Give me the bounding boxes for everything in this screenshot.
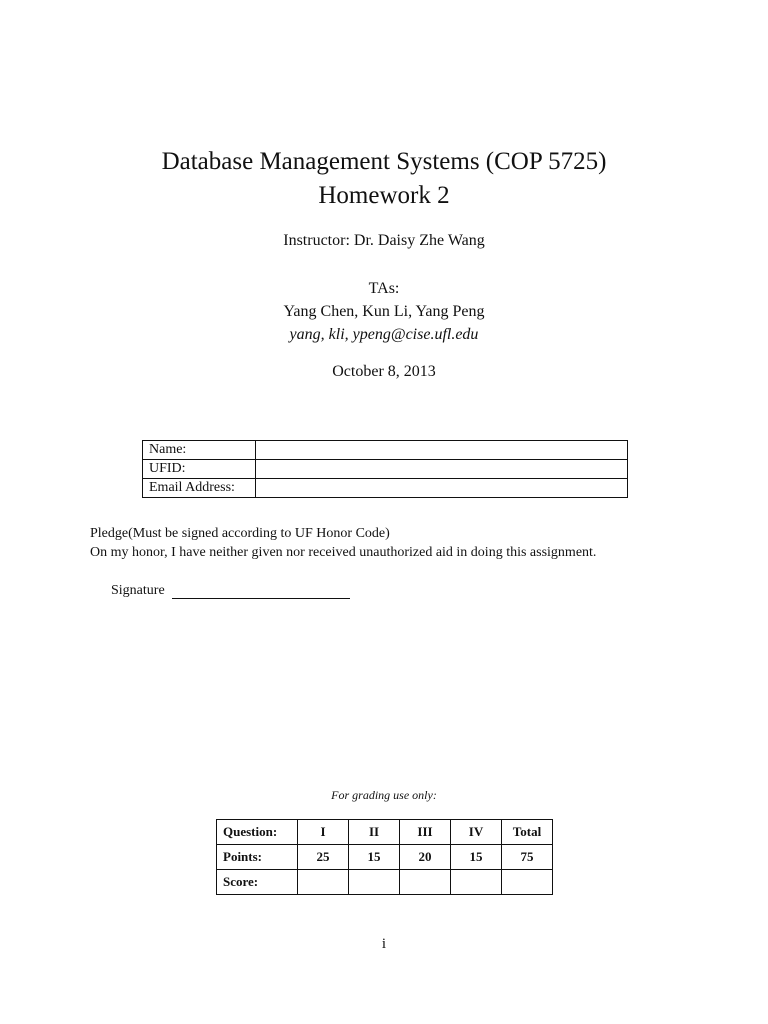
points-cell: 25 [298,845,349,870]
question-header: Total [502,820,553,845]
info-label: UFID: [143,460,256,479]
grading-row-questions [217,820,553,845]
title-line-2: Homework 2 [318,182,450,209]
info-label: Email Address: [143,479,256,498]
signature-line[interactable] [172,584,350,599]
grading-note: For grading use only: [331,788,437,802]
info-row-name [143,441,628,460]
pledge-heading: Pledge(Must be signed according to UF Honor Code) [90,526,390,541]
score-cell[interactable] [298,870,349,895]
score-cell[interactable] [502,870,553,895]
name-field[interactable] [256,441,628,460]
tas-names: Yang Chen, Kun Li, Yang Peng [283,303,485,320]
row-label: Points: [217,845,298,870]
points-cell: 15 [349,845,400,870]
points-cell: 15 [451,845,502,870]
question-header: I [298,820,349,845]
points-cell: 20 [400,845,451,870]
title-line-1: Database Management Systems (COP 5725) [161,148,607,175]
instructor-line: Instructor: Dr. Daisy Zhe Wang [283,232,485,249]
page-number: i [381,936,387,952]
email-field[interactable] [256,479,628,498]
student-info-table [142,440,628,498]
grading-table [216,819,553,895]
tas-label: TAs: [368,280,400,297]
score-cell[interactable] [451,870,502,895]
question-header: III [400,820,451,845]
grading-row-points [217,845,553,870]
info-row-ufid [143,460,628,479]
document-date: October 8, 2013 [332,363,436,380]
score-cell[interactable] [349,870,400,895]
grading-row-score [217,870,553,895]
question-header: II [349,820,400,845]
points-cell: 75 [502,845,553,870]
row-label: Question: [217,820,298,845]
info-row-email [143,479,628,498]
ufid-field[interactable] [256,460,628,479]
signature-row [111,583,350,599]
pledge-statement: On my honor, I have neither given nor received unauthorized aid in doing this assignment. [90,545,597,560]
question-header: IV [451,820,502,845]
score-cell[interactable] [400,870,451,895]
signature-label: Signature [111,583,165,598]
tas-emails: yang, kli, ypeng@cise.ufl.edu [289,326,479,343]
row-label: Score: [217,870,298,895]
info-label: Name: [143,441,256,460]
